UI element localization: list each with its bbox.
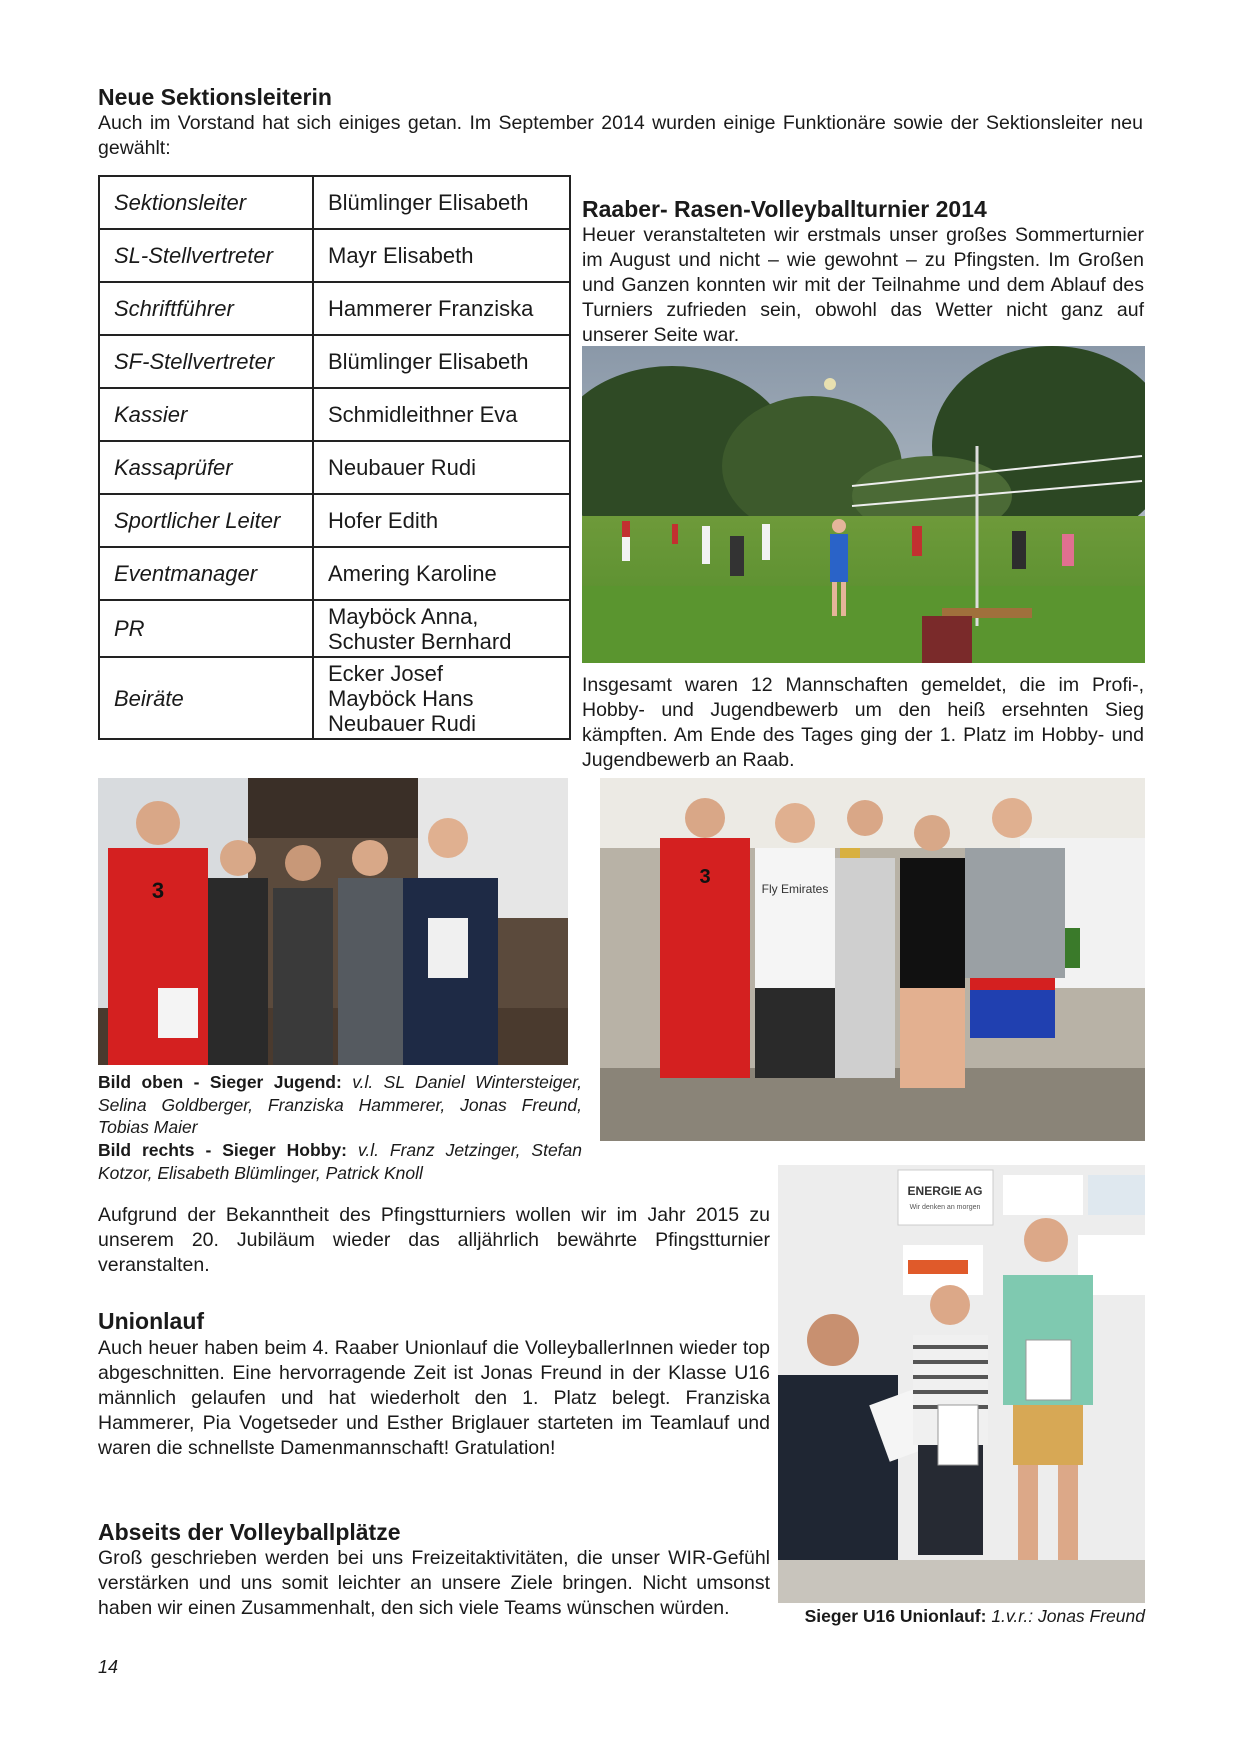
board-row	[99, 441, 570, 494]
board-person-name: Hofer Edith	[328, 508, 439, 533]
caption-hobby-label: Bild rechts - Sieger Hobby:	[98, 1140, 347, 1160]
board-person	[313, 176, 570, 229]
hobby-winners-photo	[600, 778, 1145, 1141]
board-person-name: Schmidleithner Eva	[328, 402, 518, 427]
section-title-abseits: Abseits der Volleyballplätze	[98, 1519, 401, 1545]
board-role: Schriftführer	[99, 282, 313, 335]
tournament-photo-image	[582, 346, 1145, 663]
section-title-unionlauf: Unionlauf	[98, 1308, 205, 1334]
caption-hobby	[98, 1139, 582, 1184]
youth-winners-photo	[98, 778, 568, 1065]
board-row	[99, 282, 570, 335]
board-person	[313, 494, 570, 547]
board-role: Eventmanager	[99, 547, 313, 600]
board-person-name: Blümlinger Elisabeth	[328, 190, 529, 215]
board-row	[99, 657, 570, 739]
u16-unionlauf-photo-image	[778, 1165, 1145, 1603]
board-row	[99, 388, 570, 441]
jersey-number-left: 3	[151, 878, 165, 903]
unionlauf-paragraph: Auch heuer haben beim 4. Raaber Unionlauf die VolleyballerInnen wieder top abgeschnitten. Eine hervorragende Zeit ist Jonas Freund in der Klasse U16 männlich gelaufen und hat wiederholt den 1. Platz belegt. Franziska Hammerer, Pia Vogetseder und Esther Briglauer starteten im Teamlauf und waren die schnellste Damenmannschaft! Gratulation!	[98, 1337, 770, 1459]
board-person-name: Neubauer Rudi	[328, 455, 476, 480]
banner-sponsor-text: ENERGIE AG	[907, 1184, 983, 1198]
banner-tagline-text: Wir denken an morgen	[909, 1204, 981, 1211]
board-role: PR	[99, 600, 313, 657]
u16-unionlauf-photo	[778, 1165, 1145, 1603]
board-row	[99, 494, 570, 547]
board-person	[313, 441, 570, 494]
tournament-paragraph-2: Insgesamt waren 12 Mannschaften gemeldet, die im Profi-, Hobby- und Jugendbewerb um den heiß ersehnten Sieg kämpften. Am Ende des Tages ging der 1. Platz im Hobby- und Jugendbewerb an Raab.	[582, 674, 1144, 771]
board-person-name: Hammerer Franziska	[328, 296, 534, 321]
board-person	[313, 282, 570, 335]
caption-youth-names: v.l. SL Daniel Wintersteiger, Selina Goldberger, Franziska Hammerer, Jonas Freund, Tobias Maier	[98, 1072, 582, 1137]
board-person	[313, 547, 570, 600]
section-title-sektionsleiterin: Neue Sektionsleiterin	[98, 84, 332, 110]
board-person-name: Amering Karoline	[328, 561, 497, 586]
board-person-name: Schuster Bernhard	[328, 628, 512, 654]
caption-hobby-names: v.l. Franz Jetzinger, Stefan Kotzor, Elisabeth Blümlinger, Patrick Knoll	[98, 1140, 583, 1183]
caption-u16	[778, 1605, 1145, 1628]
board-table	[98, 175, 571, 740]
board-row	[99, 229, 570, 282]
board-person-name: Mayböck Anna,	[328, 603, 479, 629]
board-person-name: Mayr Elisabeth	[328, 243, 474, 268]
board-person-name: Neubauer Rudi	[328, 710, 476, 736]
shirt-sponsor-text: Fly Emirates	[761, 882, 829, 896]
board-role: Kassaprüfer	[99, 441, 313, 494]
caption-youth	[98, 1071, 582, 1139]
board-person	[313, 335, 570, 388]
board-role: Sportlicher Leiter	[99, 494, 313, 547]
section-title-tournament: Raaber- Rasen-Volleyballturnier 2014	[582, 196, 987, 222]
board-row	[99, 547, 570, 600]
abseits-paragraph: Groß geschrieben werden bei uns Freizeitaktivitäten, die unser WIR-Gefühl verstärken und uns somit leichter an unsere Ziele bringen. Nicht umsonst haben wir einen Zusammenhalt, den sich viele Teams wünschen würden.	[98, 1547, 770, 1619]
board-row	[99, 600, 570, 657]
board-person-name: Ecker Josef	[328, 660, 443, 686]
board-role: SL-Stellvertreter	[99, 229, 313, 282]
jersey-number-right: 3	[699, 866, 711, 888]
board-role: Beiräte	[99, 657, 313, 739]
jubilee-paragraph: Aufgrund der Bekanntheit des Pfingstturniers wollen wir im Jahr 2015 zu unserem 20. Jubiläum wieder das alljährlich bewährte Pfingstturnier veranstalten.	[98, 1204, 770, 1276]
board-person	[313, 600, 570, 657]
board-row	[99, 176, 570, 229]
hobby-winners-photo-image	[600, 778, 1145, 1141]
tournament-photo	[582, 346, 1145, 663]
board-role: Sektionsleiter	[99, 176, 313, 229]
board-person	[313, 229, 570, 282]
board-person	[313, 657, 570, 739]
section-intro: Auch im Vorstand hat sich einiges getan. Im September 2014 wurden einige Funktionäre sowie der Sektionsleiter neu gewählt:	[98, 112, 1143, 159]
board-row	[99, 335, 570, 388]
page-number: 14	[98, 1657, 119, 1677]
board-person-name: Mayböck Hans	[328, 685, 474, 711]
board-person	[313, 388, 570, 441]
caption-youth-label: Bild oben - Sieger Jugend:	[98, 1072, 342, 1092]
tournament-paragraph-1: Heuer veranstalteten wir erstmals unser großes Sommerturnier im August und nicht – wie gewohnt – zu Pfingsten. Im Großen und Ganzen konnten wir mit der Teilnahme und dem Ablauf des Turniers zufrieden sein, obwohl das Wetter nicht ganz auf unserer Seite war.	[582, 224, 1144, 346]
board-role: SF-Stellvertreter	[99, 335, 313, 388]
caption-u16-label: Sieger U16 Unionlauf:	[804, 1606, 987, 1626]
board-person-name: Blümlinger Elisabeth	[328, 349, 529, 374]
youth-winners-photo-image	[98, 778, 568, 1065]
caption-u16-names: 1.v.r.: Jonas Freund	[991, 1606, 1145, 1626]
board-role: Kassier	[99, 388, 313, 441]
